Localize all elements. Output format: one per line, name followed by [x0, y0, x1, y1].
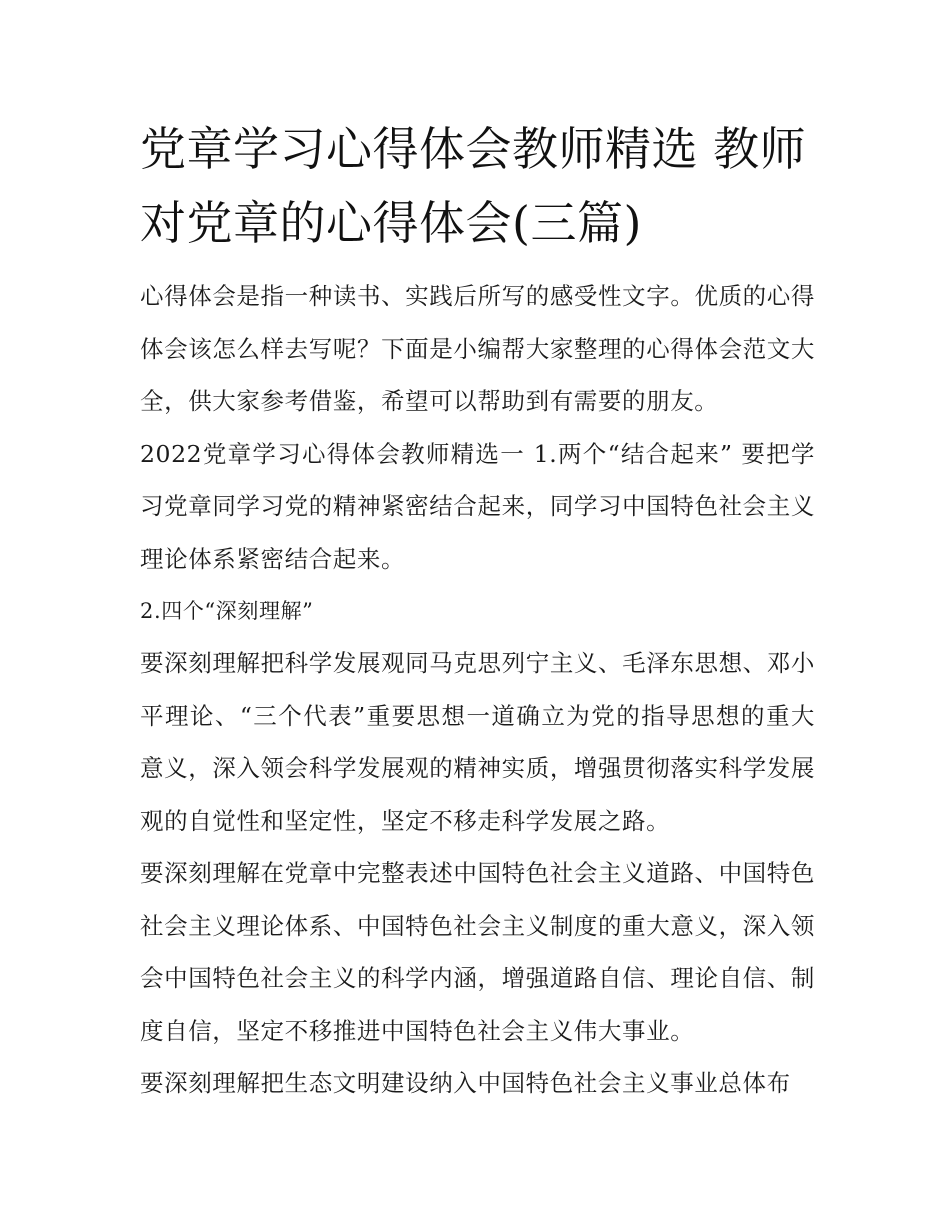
- document-title: 党章学习心得体会教师精选 教师对党章的心得体会(三篇): [140, 122, 807, 250]
- section-heading: 2.四个“深刻理解”: [140, 599, 314, 623]
- document-page: [140, 112, 815, 1110]
- body-paragraph: 要深刻理解把科学发展观同马克思列宁主义、毛泽东思想、邓小平理论、“三个代表”重要思想一道确立为党的指导思想的重大意义，深入领会科学发展观的精神实质，增强贯彻落实科学发展观的自觉性和坚定性，坚定不移走科学发展之路。: [140, 649, 815, 835]
- body-paragraph: 要深刻理解把生态文明建设纳入中国特色社会主义事业总体布: [140, 1069, 791, 1097]
- intro-paragraph: 心得体会是指一种读书、实践后所写的感受性文字。优质的心得体会该怎么样去写呢？下面是小编帮大家整理的心得体会范文大全，供大家参考借鉴，希望可以帮助到有需要的朋友。: [140, 282, 815, 415]
- body-paragraph: 要深刻理解在党章中完整表述中国特色社会主义道路、中国特色社会主义理论体系、中国特色社会主义制度的重大意义，深入领会中国特色社会主义的科学内涵，增强道路自信、理论自信、制度自信，坚定不移推进中国特色社会主义伟大事业。: [140, 859, 815, 1045]
- section-one-paragraph: 2022党章学习心得体会教师精选一 1.两个“结合起来” 要把学习党章同学习党的精神紧密结合起来，同学习中国特色社会主义理论体系紧密结合起来。: [140, 439, 815, 573]
